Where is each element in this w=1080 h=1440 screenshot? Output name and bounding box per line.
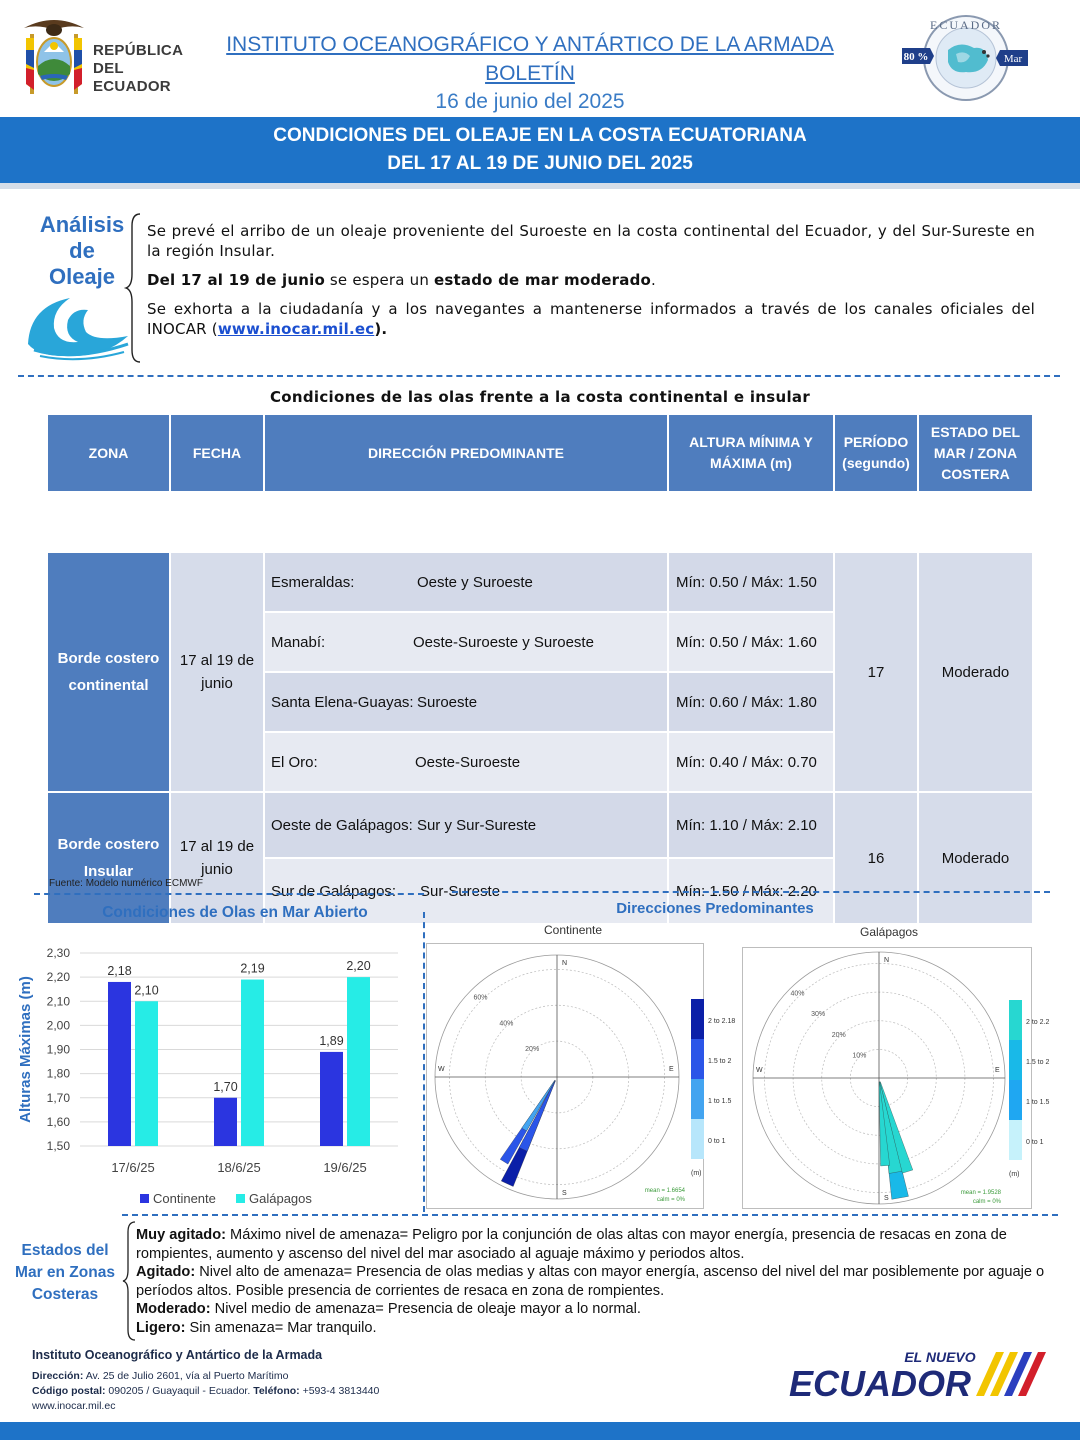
state-term: Ligero: (136, 1319, 186, 1336)
rose-ring-label: 10% (852, 1052, 867, 1060)
y-axis-label: Alturas Máximas (m) (17, 976, 34, 1123)
rose-legend-swatch (1009, 1000, 1022, 1040)
y-tick-label: 1,70 (46, 1090, 70, 1105)
analysis-brace (124, 212, 142, 364)
y-tick-label: 1,80 (46, 1066, 70, 1081)
wave-conditions-table (46, 413, 1034, 925)
state-item (136, 1319, 1056, 1338)
direction-value: Sur-Sureste (420, 882, 501, 900)
state-term: Agitado: (136, 1264, 196, 1280)
rose-legend-swatch (1009, 1040, 1022, 1080)
rose-legend-label: 1 to 1.5 (1026, 1099, 1050, 1106)
x-tick-label: 19/6/25 (323, 1160, 367, 1175)
header-estado: ESTADO DEL MAR / ZONA COSTERA (918, 414, 1033, 492)
state-cell: Moderado (918, 552, 1033, 792)
divider-vertical (423, 912, 425, 1212)
el-nuevo-ecuador-logo (788, 1344, 1050, 1406)
y-tick-label: 2,20 (46, 970, 70, 985)
bar-galápagos (347, 977, 370, 1146)
date-cell: 17 al 19 de junio (170, 792, 264, 924)
seal-pct: 80 % (903, 51, 929, 63)
analysis-title-2: de (69, 238, 95, 263)
seal-mar: Mar (1003, 53, 1023, 65)
rose-ring-label: 20% (525, 1046, 540, 1054)
title-banner (0, 117, 1080, 183)
direction-cell (264, 552, 668, 612)
rose-dir-e: E (669, 1066, 674, 1073)
y-tick-label: 1,60 (46, 1114, 70, 1129)
height-cell: Mín: 0.60 / Máx: 1.80 (668, 672, 834, 732)
states-title (8, 1240, 122, 1306)
institute-title: INSTITUTO OCEANOGRÁFICO Y ANTÁRTICO DE LA ARMADA (226, 33, 834, 56)
y-tick-label: 2,10 (46, 994, 70, 1009)
bar-continente (214, 1098, 237, 1146)
direction-cell (264, 612, 668, 672)
analysis-p3 (147, 299, 1035, 339)
divider-3 (122, 1214, 1058, 1216)
divider-right (452, 891, 1050, 893)
bar-chart-title: Condiciones de Olas en Mar Abierto (102, 904, 368, 921)
states-brace (121, 1220, 137, 1342)
rose-dir-e: E (995, 1067, 1000, 1074)
y-tick-label: 2,00 (46, 1018, 70, 1033)
rose-petal (519, 1081, 555, 1152)
direction-value: Sur y Sur-Sureste (416, 816, 537, 834)
rose-stat-mean: mean = 1.6654 (644, 1188, 685, 1194)
height-cell: Mín: 0.40 / Máx: 0.70 (668, 732, 834, 792)
states-title-2: Mar en Zonas (15, 1264, 115, 1281)
direction-value: Oeste y Suroeste (417, 573, 533, 591)
ecuador-mar-seal-icon (900, 10, 1030, 102)
place-label: El Oro: (271, 753, 318, 771)
rose-legend-unit: (m) (1009, 1171, 1020, 1178)
data-label: 1,70 (213, 1079, 238, 1094)
source-note: Fuente: Modelo numérico ECMWF (49, 878, 203, 889)
inocar-link[interactable]: www.inocar.mil.ec (217, 320, 375, 338)
banner-shadow (0, 183, 1080, 189)
height-cell: Mín: 1.50 / Máx: 2.20 (668, 858, 834, 924)
analysis-p2-end: . (651, 271, 656, 289)
footer-postal (32, 1385, 379, 1397)
rose-legend-unit: (m) (691, 1170, 702, 1177)
analysis-p3-text: Se exhorta a la ciudadanía y a los navegantes a mantenerse informados a través de los canales oficiales del INOCAR ( (147, 300, 1035, 338)
table-caption: Condiciones de las olas frente a la costa continental e insular (269, 388, 811, 406)
state-desc: Sin amenaza= Mar tranquilo. (185, 1319, 377, 1336)
rose-legend-swatch (1009, 1080, 1022, 1120)
legend-swatch (236, 1194, 245, 1203)
banner-line-1: CONDICIONES DEL OLEAJE EN LA COSTA ECUATORIANA (273, 125, 807, 146)
address-value: Av. 25 de Julio 2601, vía al Puerto Marítimo (83, 1370, 289, 1382)
footer-web[interactable]: www.inocar.mil.ec (32, 1400, 116, 1412)
divider-left (34, 893, 424, 895)
analysis-p2-mid: se espera un (324, 271, 435, 289)
rose-legend-label: 1.5 to 2 (708, 1058, 732, 1065)
doc-type: BOLETÍN (485, 62, 575, 85)
analysis-p2-state: estado de mar moderado (434, 271, 652, 289)
footer-org: Instituto Oceanográfico y Antártico de la Armada (32, 1348, 323, 1362)
header-altura: ALTURA MÍNIMA Y MÁXIMA (m) (668, 414, 834, 492)
data-label: 2,19 (240, 961, 265, 976)
state-item (136, 1263, 1056, 1300)
rose-legend-swatch (691, 1039, 704, 1079)
seal-text: ECUADOR (929, 18, 1003, 32)
rose-dir-s: S (562, 1190, 567, 1197)
states-text (136, 1226, 1056, 1337)
height-cell: Mín: 0.50 / Máx: 1.50 (668, 552, 834, 612)
analysis-p3-end: ). (374, 320, 388, 338)
state-term: Moderado: (136, 1301, 211, 1317)
directions-title: Direcciones Predominantes (616, 900, 814, 917)
rose-stat-calm: calm = 0% (656, 1197, 685, 1203)
rose-stat-calm: calm = 0% (972, 1199, 1001, 1205)
place-label: Manabí: (271, 633, 326, 651)
analysis-p1: Se prevé el arribo de un oleaje proveniente del Suroeste en la costa continental del Ecuador, y del Sur-Sureste en la región Insular. (147, 222, 1035, 260)
legend-swatch (140, 1194, 149, 1203)
rose-stat-mean: mean = 1.9528 (960, 1190, 1001, 1196)
analysis-title (38, 212, 126, 290)
state-desc: Máximo nivel de amenaza= Peligro por la conjunción de olas altas con mayor energía, presencia de resacas en zona de rompientes, aumento y ascenso del nivel del mar asociado al aguaje máximo y periodos altos. (136, 1227, 1007, 1262)
height-cell: Mín: 1.10 / Máx: 2.10 (668, 792, 834, 858)
wave-icon (24, 292, 132, 360)
rose-legend-swatch (1009, 1120, 1022, 1160)
logo-big-text: ECUADOR (788, 1363, 972, 1404)
rose-dir-s: S (884, 1195, 889, 1202)
rose-continent-title: Continente (544, 923, 603, 937)
rose-legend-label: 2 to 2.2 (1026, 1019, 1050, 1026)
banner-line-2: DEL 17 AL 19 DE JUNIO DEL 2025 (387, 153, 693, 174)
bar-continente (320, 1052, 343, 1146)
legend-label: Continente (153, 1191, 216, 1206)
rose-legend-label: 0 to 1 (1026, 1139, 1044, 1146)
rose-legend-label: 1 to 1.5 (708, 1098, 732, 1105)
rose-ring-label: 40% (499, 1020, 514, 1028)
bar-galápagos (135, 1001, 158, 1146)
analysis-text (147, 221, 1035, 348)
x-tick-label: 18/6/25 (217, 1160, 261, 1175)
data-label: 2,20 (346, 959, 371, 974)
logo-small-text: EL NUEVO (904, 1349, 976, 1365)
rose-galapagos-chart (743, 948, 1050, 1210)
header-zona: ZONA (47, 414, 170, 492)
period-cell: 17 (834, 552, 918, 792)
direction-cell (264, 732, 668, 792)
rose-ring-label: 60% (473, 994, 488, 1002)
x-tick-label: 17/6/25 (111, 1160, 155, 1175)
rose-legend-swatch (691, 1079, 704, 1119)
rose-legend-swatch (691, 999, 704, 1039)
period-cell: 16 (834, 792, 918, 924)
zone-cell: Borde costero continental (47, 552, 170, 792)
rose-dir-n: N (884, 957, 890, 964)
divider-1 (18, 375, 1060, 377)
rose-ring-label: 30% (811, 1011, 826, 1019)
rose-ring-label: 20% (831, 1031, 846, 1039)
republic-line-2: DEL ECUADOR (93, 60, 171, 95)
states-title-1: Estados del (21, 1242, 109, 1259)
rose-dir-w: W (438, 1066, 445, 1073)
header-periodo: PERÍODO (segundo) (834, 414, 918, 492)
phone-value: +593-4 3813440 (299, 1385, 380, 1397)
address-label: Dirección: (32, 1370, 84, 1382)
rose-legend-label: 0 to 1 (708, 1138, 726, 1145)
coat-of-arms-icon (18, 14, 90, 98)
bar-chart (10, 935, 420, 1213)
bar-continente (108, 982, 131, 1146)
bar-galápagos (241, 980, 264, 1146)
table-row (47, 792, 1033, 858)
direction-value: Suroeste (417, 693, 478, 711)
place-label: Santa Elena-Guayas: (271, 693, 414, 711)
analysis-title-3: Oleaje (48, 264, 116, 289)
republic-logo (18, 14, 193, 98)
analysis-p2-dates: Del 17 al 19 de junio (147, 271, 325, 289)
states-title-3: Costeras (31, 1286, 99, 1303)
analysis-p2 (147, 270, 1035, 290)
direction-cell (264, 672, 668, 732)
rose-dir-n: N (562, 960, 568, 967)
place-label: Oeste de Galápagos: (271, 816, 413, 834)
phone-label: Teléfono: (253, 1385, 300, 1397)
state-desc: Nivel alto de amenaza= Presencia de olas medias y altas con mayor energía, ascenso del nivel del mar posiblemente por aguaje o períodos altos. Posible presencia de corrientes de resaca en zona de rompientes. (136, 1264, 1045, 1299)
y-tick-label: 2,30 (46, 946, 70, 960)
rose-galapagos-title: Galápagos (860, 925, 919, 939)
data-label: 2,18 (107, 963, 132, 978)
place-label: Esmeraldas: (271, 573, 355, 591)
direction-value: Oeste-Suroeste (415, 753, 521, 771)
zone-cell: Borde costero Insular (47, 792, 170, 924)
data-label: 2,10 (134, 983, 159, 998)
rose-legend-swatch (691, 1119, 704, 1159)
place-label: Sur de Galápagos: (271, 882, 397, 900)
data-label: 1,89 (319, 1033, 344, 1048)
state-item (136, 1226, 1056, 1263)
footer-address (32, 1370, 288, 1382)
state-desc: Nivel medio de amenaza= Presencia de oleaje mayor a lo normal. (210, 1301, 641, 1317)
legend-label: Galápagos (249, 1191, 312, 1206)
bulletin-date: 16 de junio del 2025 (435, 90, 625, 113)
republic-line-1: REPÚBLICA (93, 42, 184, 59)
table-row (47, 552, 1033, 612)
bottom-bar (0, 1422, 1080, 1440)
rose-continent-chart (427, 944, 736, 1210)
state-term: Muy agitado: (136, 1227, 226, 1243)
postal-label: Código postal: (32, 1385, 106, 1397)
direction-cell (264, 792, 668, 858)
rose-continent-panel (426, 943, 736, 1209)
date-cell: 17 al 19 de junio (170, 552, 264, 792)
rose-dir-w: W (756, 1067, 763, 1074)
y-tick-label: 1,90 (46, 1042, 70, 1057)
postal-value: 090205 / Guayaquil - Ecuador. (105, 1385, 254, 1397)
analysis-title-1: Análisis (39, 212, 125, 237)
state-item (136, 1300, 1056, 1319)
rose-legend-label: 2 to 2.18 (708, 1018, 736, 1025)
rose-legend-label: 1.5 to 2 (1026, 1059, 1050, 1066)
header-direccion: DIRECCIÓN PREDOMINANTE (264, 414, 668, 492)
header-fecha: FECHA (170, 414, 264, 492)
rose-ring-label: 40% (790, 990, 805, 998)
rose-galapagos-panel (742, 947, 1050, 1209)
state-cell: Moderado (918, 792, 1033, 924)
y-tick-label: 1,50 (46, 1139, 70, 1153)
direction-value: Oeste-Suroeste y Suroeste (413, 633, 594, 651)
height-cell: Mín: 0.50 / Máx: 1.60 (668, 612, 834, 672)
